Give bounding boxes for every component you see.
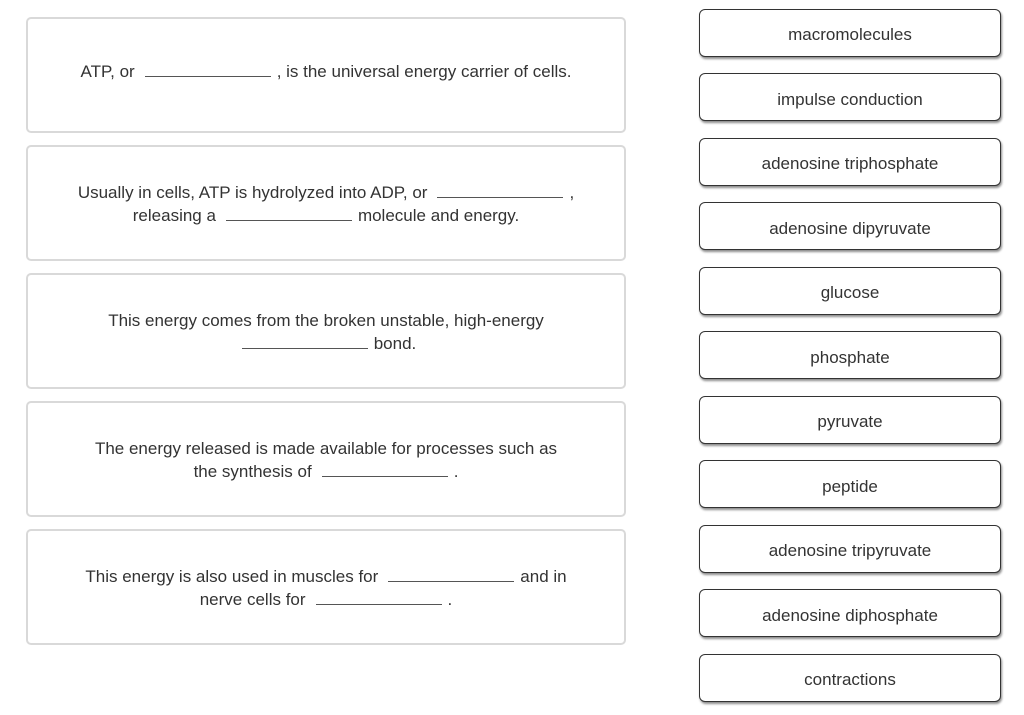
- answer-blank-3[interactable]: [226, 206, 352, 221]
- answer-blank-1[interactable]: [145, 62, 271, 77]
- answer-tile-adenosine-dipyruvate[interactable]: [699, 202, 1001, 250]
- question-card-2: [26, 145, 626, 261]
- answer-tile-adenosine-tripyruvate[interactable]: [699, 525, 1001, 573]
- question-1-text-b: , is the universal energy carrier of cells.: [276, 61, 572, 81]
- answer-blank-2[interactable]: [437, 183, 563, 198]
- answer-tile-glucose[interactable]: [699, 267, 1001, 315]
- question-4-text-a: The energy released is made available for processes such as: [94, 439, 558, 458]
- answer-blank-5[interactable]: [322, 462, 448, 477]
- question-card-3: [26, 273, 626, 389]
- question-1-text-a: ATP, or: [80, 61, 135, 81]
- question-4-text-b: the synthesis of: [193, 462, 312, 481]
- question-card-4: [26, 401, 626, 517]
- answer-tile-label: pyruvate: [817, 412, 883, 431]
- question-text-1: [61, 60, 591, 83]
- question-5-text-c: nerve cells for: [199, 590, 306, 609]
- answer-tile-phosphate[interactable]: [699, 331, 1001, 379]
- question-2-text-a: Usually in cells, ATP is hydrolyzed into ADP, or: [77, 183, 428, 202]
- question-text-2: [61, 181, 591, 227]
- question-4-text-c: .: [453, 462, 459, 481]
- answer-tile-contractions[interactable]: [699, 654, 1001, 702]
- question-5-text-a: This energy is also used in muscles for: [85, 567, 379, 586]
- question-text-5: [61, 565, 591, 611]
- answer-tile-label: macromolecules: [788, 25, 912, 44]
- answer-tile-label: adenosine diphosphate: [762, 606, 938, 625]
- answer-tile-impulse-conduction[interactable]: [699, 73, 1001, 121]
- answer-tile-macromolecules[interactable]: [699, 9, 1001, 57]
- question-text-4: [61, 437, 591, 483]
- question-5-text-d: .: [447, 590, 453, 609]
- question-card-1: [26, 17, 626, 133]
- answer-blank-7[interactable]: [316, 590, 442, 605]
- question-2-text-b: ,: [569, 183, 575, 202]
- answer-blank-4[interactable]: [242, 334, 368, 349]
- answer-tile-adenosine-diphosphate[interactable]: [699, 589, 1001, 637]
- question-5-text-b: and in: [520, 567, 567, 586]
- question-text-3: [61, 309, 591, 355]
- question-3-text-a: This energy comes from the broken unstable, high-energy: [108, 311, 544, 330]
- answer-tile-label: adenosine dipyruvate: [769, 219, 931, 238]
- answer-tile-label: impulse conduction: [777, 90, 923, 109]
- answer-blank-6[interactable]: [388, 567, 514, 582]
- answer-tile-label: phosphate: [810, 348, 890, 367]
- question-2-text-d: molecule and energy.: [357, 206, 520, 225]
- question-card-5: [26, 529, 626, 645]
- answer-tile-label: contractions: [804, 670, 896, 689]
- answer-tile-label: peptide: [822, 477, 878, 496]
- answer-tile-adenosine-triphosphate[interactable]: [699, 138, 1001, 186]
- answer-tile-label: adenosine tripyruvate: [768, 541, 932, 560]
- answer-tile-label: glucose: [820, 283, 880, 302]
- answer-tile-pyruvate[interactable]: [699, 396, 1001, 444]
- question-3-text-b: bond.: [373, 334, 417, 353]
- answer-tile-label: adenosine triphosphate: [761, 154, 939, 173]
- question-2-text-c: releasing a: [132, 206, 216, 225]
- answer-tile-peptide[interactable]: [699, 460, 1001, 508]
